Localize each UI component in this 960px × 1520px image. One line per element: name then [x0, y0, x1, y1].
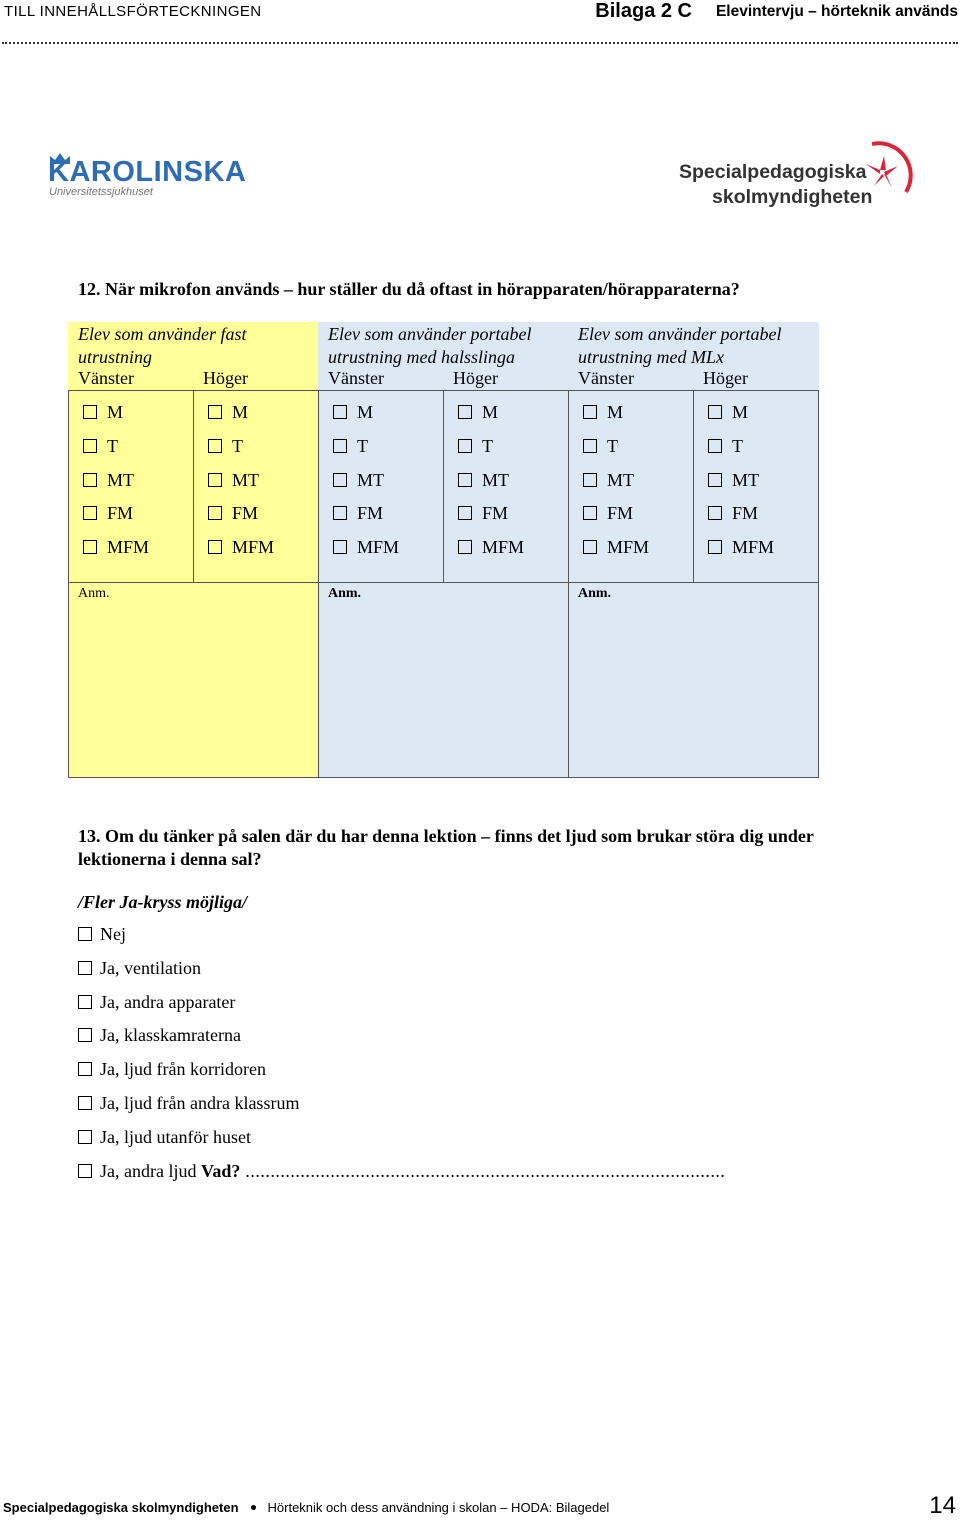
option-fixed-right-mfm[interactable] — [208, 537, 274, 557]
checkbox[interactable] — [708, 405, 722, 419]
option-label: T — [357, 435, 368, 456]
checkbox[interactable] — [333, 405, 347, 419]
option-label: MFM — [482, 537, 525, 558]
option-label: Ja, andra apparater — [100, 991, 236, 1012]
checkbox[interactable] — [333, 473, 347, 487]
option-label: MFM — [357, 537, 400, 558]
noise-option[interactable] — [78, 958, 725, 992]
noise-option[interactable] — [78, 1059, 725, 1093]
noise-option[interactable] — [78, 1161, 725, 1195]
checkbox[interactable] — [333, 439, 347, 453]
checkbox[interactable] — [78, 1130, 92, 1144]
checkbox[interactable] — [708, 439, 722, 453]
note-halsslinga[interactable]: Anm. — [328, 586, 362, 601]
question-12: 12. När mikrofon används – hur ställer du då oftast in hörapparaten/hörapparaterna? — [78, 279, 740, 299]
option-label: T — [107, 435, 118, 456]
option-label: M — [732, 402, 749, 422]
document-title: Elevintervju – hörteknik används — [715, 3, 958, 20]
option-mlx-right-mfm[interactable] — [708, 537, 774, 557]
star-icon — [862, 136, 914, 208]
option-label: MT — [482, 469, 509, 490]
checkbox[interactable] — [208, 506, 222, 520]
option-label: MT — [232, 469, 259, 490]
question-12-table — [68, 322, 819, 778]
side-right-fixed: Höger — [203, 368, 248, 388]
option-halsslinga-left-t[interactable] — [333, 436, 368, 456]
group-header-halsslinga: Elev som använder portabel utrustning med halsslinga — [328, 324, 532, 367]
option-label: M — [107, 402, 124, 422]
checkbox[interactable] — [78, 927, 92, 941]
checkbox[interactable] — [458, 439, 472, 453]
option-label: MT — [607, 469, 634, 490]
noise-option[interactable] — [78, 924, 725, 958]
option-halsslinga-right-m[interactable] — [458, 402, 498, 422]
side-right-mlx: Höger — [703, 368, 748, 388]
spsm-name-line1: Specialpedagogiska — [679, 161, 867, 183]
option-halsslinga-left-mfm[interactable] — [333, 537, 399, 557]
option-label: MT — [107, 469, 134, 490]
option-label: Ja, ventilation — [100, 957, 201, 978]
page-number: 14 — [929, 1492, 956, 1519]
noise-option[interactable] — [78, 1093, 725, 1127]
side-left-fixed: Vänster — [78, 368, 134, 388]
checkbox[interactable] — [458, 540, 472, 554]
question-13: 13. Om du tänker på salen där du har denna lektion – finns det ljud som brukar störa dig under lektionerna i denna sal? — [78, 826, 814, 869]
option-halsslinga-left-mt[interactable] — [333, 470, 384, 490]
option-halsslinga-left-fm[interactable] — [333, 503, 383, 523]
group-header-fixed: Elev som använder fast utrustning — [78, 324, 247, 367]
noise-option[interactable] — [78, 992, 725, 1026]
option-label: MT — [732, 469, 759, 490]
option-mlx-right-mt[interactable] — [708, 470, 759, 490]
option-label: T — [732, 435, 743, 456]
option-halsslinga-right-t[interactable] — [458, 436, 493, 456]
option-fixed-left-mt[interactable] — [83, 470, 134, 490]
option-halsslinga-right-mt[interactable] — [458, 470, 509, 490]
bullet-icon — [251, 1505, 256, 1510]
checkbox[interactable] — [83, 439, 97, 453]
option-fixed-left-t[interactable] — [83, 436, 118, 456]
option-mlx-left-t[interactable] — [583, 436, 618, 456]
footer-doc: Hörteknik och dess användning i skolan – HODA: Bilagedel — [267, 1500, 610, 1515]
side-left-halsslinga: Vänster — [328, 368, 384, 388]
checkbox[interactable] — [78, 995, 92, 1009]
checkbox[interactable] — [708, 473, 722, 487]
option-mlx-left-mt[interactable] — [583, 470, 634, 490]
option-label: MFM — [607, 537, 650, 558]
checkbox[interactable] — [583, 405, 597, 419]
option-label: T — [232, 435, 243, 456]
option-label: MFM — [732, 537, 775, 558]
checkbox[interactable] — [78, 961, 92, 975]
checkbox[interactable] — [708, 540, 722, 554]
option-label: M — [607, 402, 624, 422]
checkbox[interactable] — [83, 506, 97, 520]
checkbox[interactable] — [583, 540, 597, 554]
karolinska-name: KAROLINSKA — [48, 156, 247, 188]
option-label: FM — [732, 503, 759, 524]
option-label: MT — [357, 469, 384, 490]
option-label: MFM — [107, 537, 150, 558]
option-label: Nej — [100, 924, 126, 944]
side-left-mlx: Vänster — [578, 368, 634, 388]
checkbox[interactable] — [208, 439, 222, 453]
karolinska-subtitle: Universitetssjukhuset — [49, 186, 153, 198]
option-label: FM — [232, 503, 259, 524]
checkbox[interactable] — [333, 540, 347, 554]
option-mlx-right-t[interactable] — [708, 436, 743, 456]
option-label: M — [482, 402, 499, 422]
group-header-mlx: Elev som använder portabel utrustning med MLx — [578, 324, 782, 367]
toc-link[interactable]: TILL INNEHÅLLSFÖRTECKNINGEN — [4, 3, 262, 20]
option-label: M — [357, 402, 374, 422]
spsm-name-line2: skolmyndigheten — [712, 186, 873, 208]
option-halsslinga-left-m[interactable] — [333, 402, 373, 422]
option-label: T — [482, 435, 493, 456]
option-mlx-left-mfm[interactable] — [583, 537, 649, 557]
checkbox[interactable] — [583, 473, 597, 487]
option-label: MFM — [232, 537, 275, 558]
option-halsslinga-right-mfm[interactable] — [458, 537, 524, 557]
checkbox[interactable] — [83, 405, 97, 419]
option-label: FM — [607, 503, 634, 524]
checkbox[interactable] — [333, 506, 347, 520]
checkbox[interactable] — [583, 506, 597, 520]
option-mlx-left-fm[interactable] — [583, 503, 633, 523]
option-mlx-right-m[interactable] — [708, 402, 748, 422]
checkbox[interactable] — [78, 1028, 92, 1042]
option-fixed-right-t[interactable] — [208, 436, 243, 456]
checkbox[interactable] — [708, 506, 722, 520]
question-13-options — [78, 924, 725, 1194]
checkbox[interactable] — [583, 439, 597, 453]
spsm-logo — [678, 136, 918, 216]
footer — [3, 1500, 609, 1515]
appendix-label: Bilaga 2 C — [595, 0, 692, 22]
footer-org: Specialpedagogiska skolmyndigheten — [3, 1500, 239, 1515]
option-fixed-right-m[interactable] — [208, 402, 248, 422]
checkbox[interactable] — [208, 540, 222, 554]
checkbox[interactable] — [458, 473, 472, 487]
option-label: Ja, andra ljud — [100, 1160, 201, 1181]
option-label: Ja, klasskamraterna — [100, 1025, 241, 1046]
side-right-halsslinga: Höger — [453, 368, 498, 388]
option-label: FM — [357, 503, 384, 524]
option-fixed-left-fm[interactable] — [83, 503, 133, 523]
option-mlx-left-m[interactable] — [583, 402, 623, 422]
checkbox[interactable] — [458, 405, 472, 419]
option-halsslinga-right-fm[interactable] — [458, 503, 508, 523]
noise-option[interactable] — [78, 1127, 725, 1161]
option-fixed-left-m[interactable] — [83, 402, 123, 422]
noise-option[interactable] — [78, 1025, 725, 1059]
option-label: FM — [107, 503, 134, 524]
checkbox[interactable] — [208, 405, 222, 419]
option-label: Ja, ljud från korridoren — [100, 1059, 266, 1080]
other-prompt: Vad? — [200, 1160, 241, 1181]
header-divider — [2, 42, 958, 44]
option-mlx-right-fm[interactable] — [708, 503, 758, 523]
option-fixed-right-fm[interactable] — [208, 503, 258, 523]
checkbox[interactable] — [83, 473, 97, 487]
checkbox[interactable] — [83, 540, 97, 554]
option-fixed-left-mfm[interactable] — [83, 537, 149, 557]
other-answer-line[interactable]: ................................................................................................ — [240, 1160, 726, 1181]
option-label: M — [232, 402, 249, 422]
multiple-choice-hint: /Fler Ja-kryss möjliga/ — [78, 892, 248, 912]
option-label: Ja, ljud från andra klassrum — [100, 1092, 300, 1113]
checkbox[interactable] — [208, 473, 222, 487]
option-label: Ja, ljud utanför huset — [100, 1126, 251, 1147]
option-label: FM — [482, 503, 509, 524]
checkbox[interactable] — [458, 506, 472, 520]
note-fixed[interactable]: Anm. — [78, 586, 110, 601]
checkbox[interactable] — [78, 1164, 92, 1178]
checkbox[interactable] — [78, 1062, 92, 1076]
note-mlx[interactable]: Anm. — [578, 586, 612, 601]
option-label: T — [607, 435, 618, 456]
checkbox[interactable] — [78, 1096, 92, 1110]
option-fixed-right-mt[interactable] — [208, 470, 259, 490]
